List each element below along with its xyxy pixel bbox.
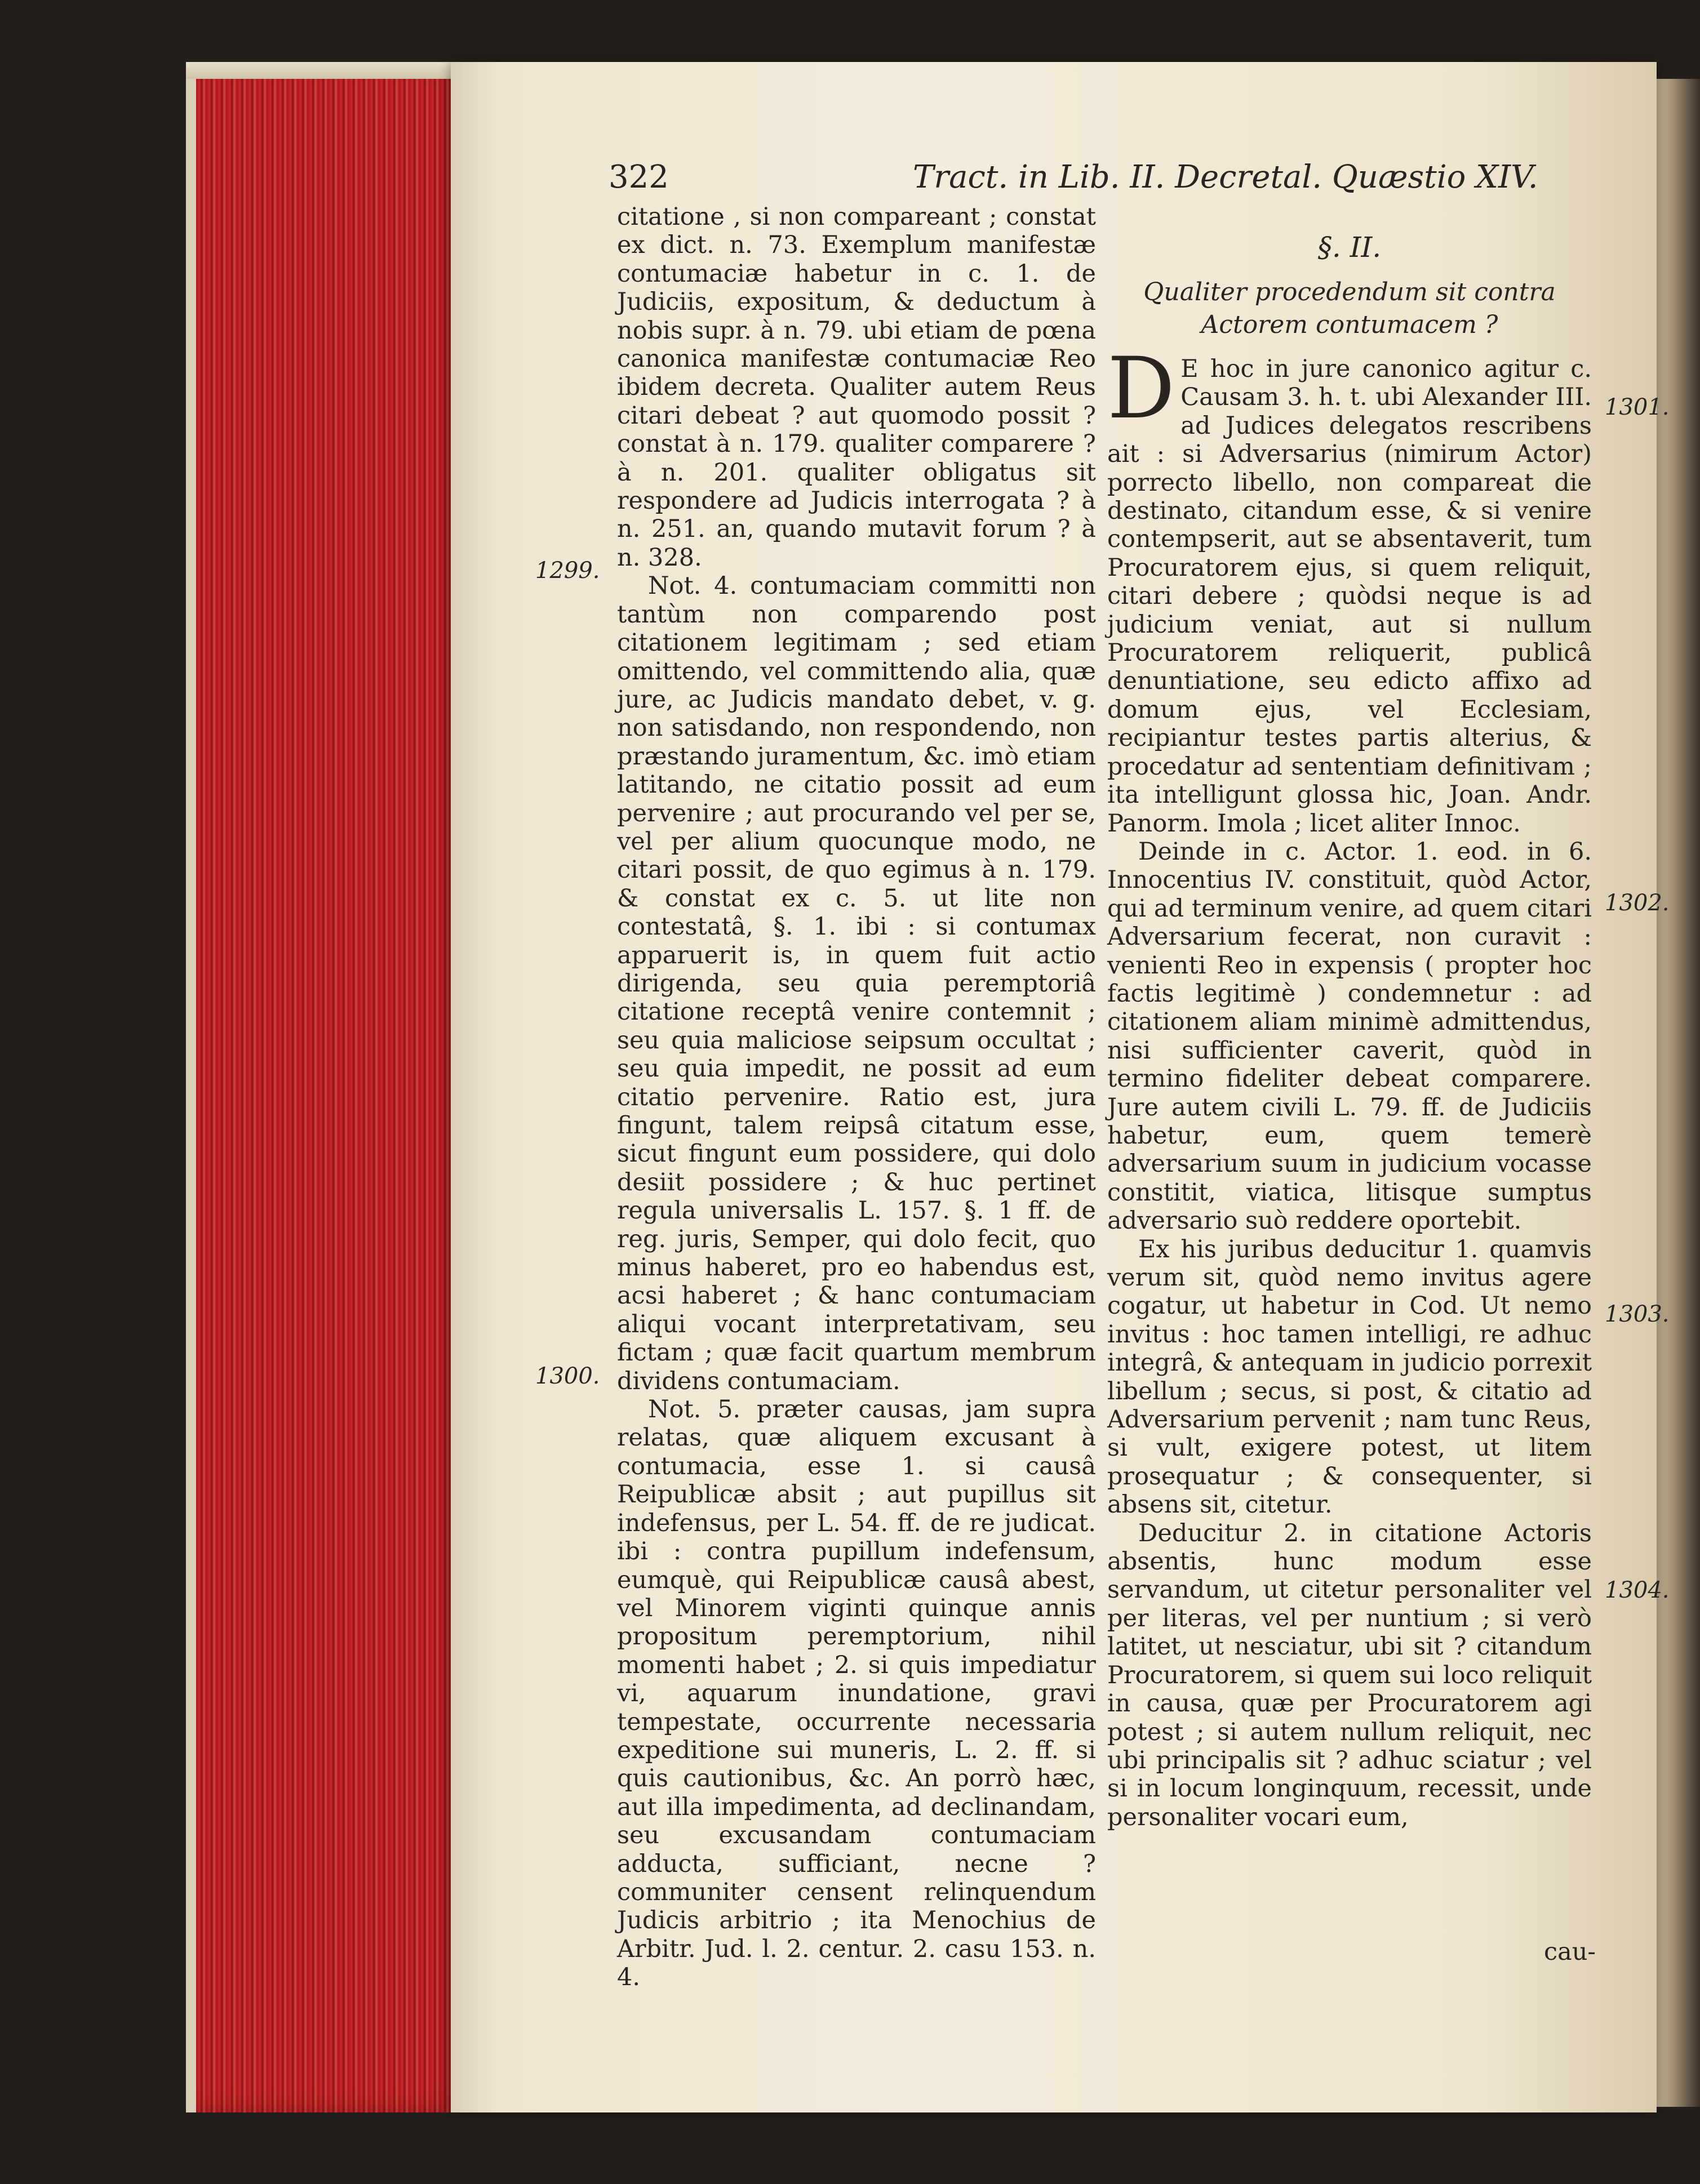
right-paragraph-2: Deinde in c. Actor. 1. eod. in 6. Innocentius IV. constituit, quòd Actor, qui ad terminum venire, ad quem citari Adversarium fecerat, non curavit : venienti Reo in expensis ( propter hoc factis legitimè ) condemnetur : ad citationem aliam minimè admittendus, nisi sufficienter caverit, quòd in termino fideliter debeat comparere. Jure autem civili L. 79. ff. de Judiciis habetur, eum, quem temerè adversarium suum in judicium vocasse constitit, viatica, litisque sumptus adversario suò reddere oportebit.: [1107, 837, 1592, 1235]
book-page: [451, 62, 1670, 2112]
page-number: 322: [609, 159, 669, 195]
right-paragraph-1-text: E hoc in jure canonico agitur c. Causam 3. h. t. ubi Alexander III. ad Judices delegatos rescribens ait : si Adversarius (nimirum Actor) porrecto libello, non compareat die destinato, citandum esse, & si venire contempserit, aut se absentaverit, tum Procuratorem ejus, si quem reliquit, citari debere ; quòdsi neque is ad judicium veniat, aut si nullum Procuratorem reliquerit, publicâ denuntiatione, seu edicto affixo ad domum ejus, vel Ecclesiam, recipiantur testes partis alterius, & procedatur ad sententiam definitivam ; ita intelligunt glossa hic, Joan. Andr. Panorm. Imola ; licet aliter Innoc.: [1107, 355, 1592, 838]
drop-capital: D: [1107, 340, 1175, 438]
left-column: [617, 203, 1096, 1992]
book-fore-edge: [186, 62, 467, 2112]
right-paragraph-4: Deducitur 2. in citatione Actoris absentis, hunc modum esse servandum, ut citetur personaliter vel per literas, vel per nuntium ; si verò latitet, ut nesciatur, ubi sit ? citandum Procuratorem, si quem sui loco reliquit in causa, quæ per Procuratorem agi potest ; si autem nullum reliquit, nec ubi principalis sit ? adhuc sciatur ; vel si in locum longinquum, recessit, unde personaliter vocari eum,: [1107, 1519, 1592, 1831]
margin-number-1299: 1299.: [535, 558, 600, 584]
left-paragraph-1: citatione , si non compareant ; constat ex dict. n. 73. Exemplum manifestæ contumaciæ habetur in c. 1. de Judiciis, expositum, & deductum à nobis supr. à n. 79. ubi etiam de pœna canonica manifestæ contumaciæ Reo ibidem decreta. Qualiter autem Reus citari debeat ? aut quomodo possit ? constat à n. 179. qualiter comparere ? à n. 201. qualiter obligatus sit respondere ad Judicis interrogata ? à n. 251. an, quando mutavit forum ? à n. 328.: [617, 203, 1096, 572]
margin-number-1300: 1300.: [535, 1363, 600, 1389]
right-column: [1107, 340, 1592, 1831]
right-paragraph-3: Ex his juribus deducitur 1. quamvis verum sit, quòd nemo invitus agere cogatur, ut habetur in Cod. Ut nemo invitus : hoc tamen intelligi, re adhuc integrâ, & antequam in judicio porrexit libellum ; secus, si post, & citatio ad Adversarium pervenit ; nam tunc Reus, si vult, exigere potest, ut litem prosequatur ; & consequenter, si absens sit, citetur.: [1107, 1235, 1592, 1519]
running-head: [609, 155, 1634, 200]
catchword: cau-: [1544, 1938, 1596, 1966]
section-number: §. II.: [1317, 231, 1382, 264]
margin-number-1302: 1302.: [1605, 890, 1670, 916]
book-top-edge: [186, 62, 468, 79]
right-paragraph-1: [1107, 340, 1592, 838]
margin-number-1304: 1304.: [1605, 1577, 1670, 1603]
left-paragraph-3: Not. 5. præter causas, jam supra relatas, quæ aliquem excusant à contumacia, esse 1. si causâ Reipublicæ absit ; aut pupillus sit indefensus, per L. 54. ff. de re judicat. ibi : contra pupillum indefensum, eumquè, qui Reipublicæ causâ abest, vel Minorem viginti quinque annis propositum peremptorium, nihil momenti habet ; 2. si quis impediatur vi, aquarum inundatione, gravi tempestate, occurrente necessaria expeditione sui muneris, L. 2. ff. si quis cautionibus, &c. An porrò hæc, aut illa impedimenta, ad declinandam, seu excusandam contumaciam adducta, sufficiant, necne ? communiter censent relinquendum Judicis arbitrio ; ita Menochius de Arbitr. Jud. l. 2. centur. 2. casu 153. n. 4.: [617, 1395, 1096, 1992]
margin-number-1301: 1301.: [1605, 394, 1670, 420]
left-paragraph-2: Not. 4. contumaciam committi non tantùm non comparendo post citationem legitimam ; sed etiam omittendo, vel committendo alia, quæ jure, ac Judicis mandato debet, v. g. non satisdando, non respondendo, non præstando juramentum, &c. imò etiam latitando, ne citatio possit ad eum pervenire ; aut procurando vel per se, vel per alium quocunque modo, ne citari possit, de quo egimus à n. 179. & constat ex c. 5. ut lite non contestatâ, §. 1. ibi : si contumax apparuerit is, in quem fuit actio dirigenda, seu quia peremptoriâ citatione receptâ venire contemnit ; seu quia maliciose seipsum occultat ; seu quia impedit, ne possit ad eum citatio pervenire. Ratio est, jura fingunt, talem reipsâ citatum esse, sicut fingunt eum possidere, qui dolo desiit possidere ; & huc pertinet regula universalis L. 157. §. 1 ff. de reg. juris, Semper, qui dolo fecit, quo minus haberet, pro eo habendus est, acsi haberet ; & hanc contumaciam aliqui vocant interpretativam, seu fictam ; quæ facit quartum membrum dividens contumaciam.: [617, 572, 1096, 1395]
facing-page-edge: [1651, 79, 1700, 2107]
running-title: Tract. in Lib. II. Decretal. Quæstio XIV.: [913, 159, 1538, 195]
margin-number-1303: 1303.: [1605, 1301, 1670, 1327]
section-title: Qualiter procedendum sit contra Actorem contumacem ?: [1143, 278, 1556, 339]
